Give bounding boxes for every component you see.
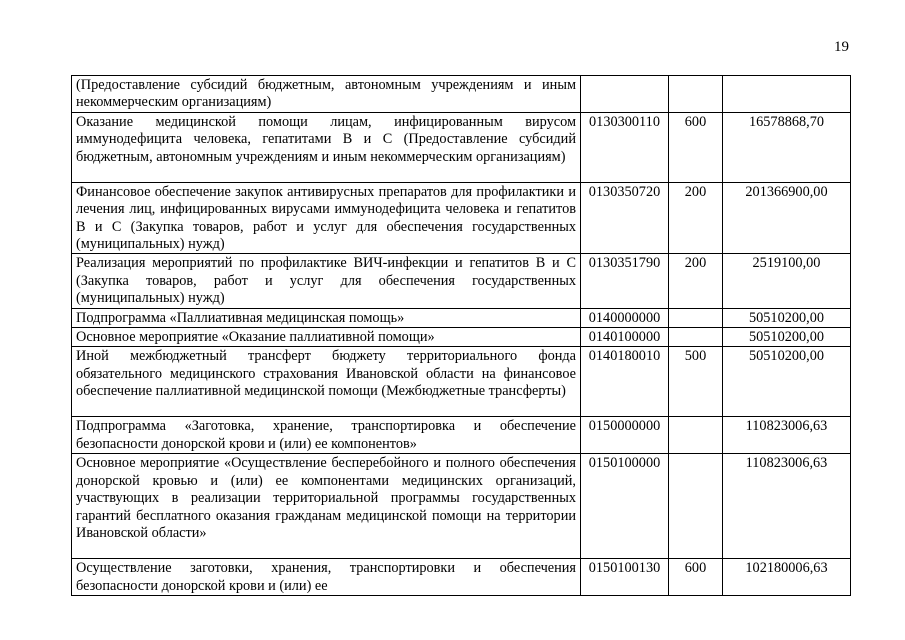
row-amount: 50510200,00 — [723, 308, 851, 327]
row-expense-type — [669, 308, 723, 327]
row-amount: 2519100,00 — [723, 254, 851, 308]
row-amount: 102180006,63 — [723, 559, 851, 596]
row-amount: 50510200,00 — [723, 328, 851, 347]
row-target-code: 0140180010 — [581, 347, 669, 417]
row-name: Оказание медицинской помощи лицам, инфицированным вирусом иммунодефицита человека, гепатитами В и С (Предоставление субсидий бюджетным, автономным учреждениям и иным некоммерческим организациям) — [72, 112, 581, 182]
row-target-code: 0130350720 — [581, 182, 669, 254]
table-row — [72, 347, 851, 417]
row-target-code: 0140000000 — [581, 308, 669, 327]
row-amount: 16578868,70 — [723, 112, 851, 182]
row-expense-type: 200 — [669, 182, 723, 254]
row-name: Подпрограмма «Паллиативная медицинская помощь» — [72, 308, 581, 327]
row-expense-type: 200 — [669, 254, 723, 308]
row-amount: 50510200,00 — [723, 347, 851, 417]
row-expense-type: 600 — [669, 559, 723, 596]
row-expense-type — [669, 417, 723, 454]
row-name: Реализация мероприятий по профилактике ВИЧ-инфекции и гепатитов В и С (Закупка товаров, работ и услуг для обеспечения государственных (муниципальных) нужд) — [72, 254, 581, 308]
row-expense-type: 500 — [669, 347, 723, 417]
row-expense-type — [669, 76, 723, 113]
page-number: 19 — [834, 39, 849, 55]
row-target-code: 0150000000 — [581, 417, 669, 454]
row-amount: 201366900,00 — [723, 182, 851, 254]
row-name: Иной межбюджетный трансферт бюджету территориального фонда обязательного медицинского страхования Ивановской области на финансовое обеспечение паллиативной медицинской помощи (Межбюджетные трансферты) — [72, 347, 581, 417]
row-name: Подпрограмма «Заготовка, хранение, транспортировка и обеспечение безопасности донорской крови и (или) ее компонентов» — [72, 417, 581, 454]
table-row — [72, 254, 851, 308]
row-target-code — [581, 76, 669, 113]
row-expense-type — [669, 454, 723, 559]
row-target-code: 0140100000 — [581, 328, 669, 347]
table-row — [72, 417, 851, 454]
table-row — [72, 182, 851, 254]
table-row — [72, 328, 851, 347]
row-target-code: 0150100000 — [581, 454, 669, 559]
table-row — [72, 308, 851, 327]
row-target-code: 0130300110 — [581, 112, 669, 182]
row-name: Основное мероприятие «Осуществление бесперебойного и полного обеспечения донорской кровью и (или) ее компонентами медицинских организаций, участвующих в реализации территориальной программы государственных гарантий бесплатного оказания гражданам медицинской помощи на территории Ивановской области» — [72, 454, 581, 559]
row-amount: 110823006,63 — [723, 454, 851, 559]
row-amount: 110823006,63 — [723, 417, 851, 454]
table-row — [72, 112, 851, 182]
row-target-code: 0130351790 — [581, 254, 669, 308]
row-expense-type: 600 — [669, 112, 723, 182]
budget-table — [71, 75, 851, 596]
table-row — [72, 559, 851, 596]
row-name: Финансовое обеспечение закупок антивирусных препаратов для профилактики и лечения лиц, инфицированных вирусами иммунодефицита человека и гепатитов В и С (Закупка товаров, работ и услуг для обеспечения государственных (муниципальных) нужд) — [72, 182, 581, 254]
table-row — [72, 454, 851, 559]
row-amount — [723, 76, 851, 113]
row-target-code: 0150100130 — [581, 559, 669, 596]
table-row — [72, 76, 851, 113]
row-expense-type — [669, 328, 723, 347]
row-name: Осуществление заготовки, хранения, транспортировки и обеспечения безопасности донорской крови и (или) ее — [72, 559, 581, 596]
row-name: (Предоставление субсидий бюджетным, автономным учреждениям и иным некоммерческим организациям) — [72, 76, 581, 113]
row-name: Основное мероприятие «Оказание паллиативной помощи» — [72, 328, 581, 347]
